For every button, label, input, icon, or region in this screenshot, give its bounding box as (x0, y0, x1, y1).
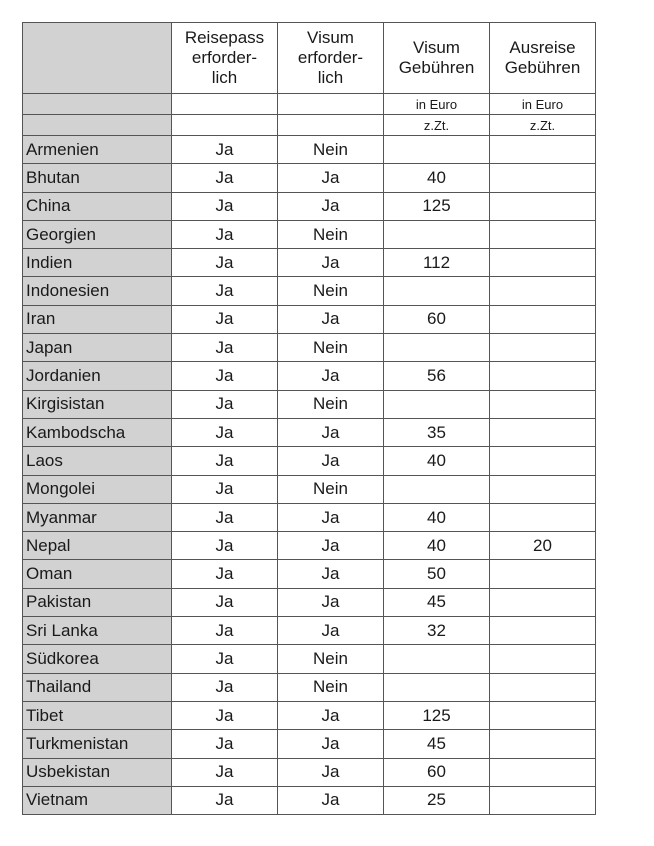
exit-fee-cell (490, 645, 596, 673)
country-cell: Indonesien (23, 277, 172, 305)
passport-required-cell: Ja (172, 532, 278, 560)
table-row (23, 390, 596, 418)
passport-required-cell: Ja (172, 136, 278, 164)
exit-fee-cell (490, 758, 596, 786)
country-cell: Bhutan (23, 164, 172, 192)
header-visa-required-line: lich (317, 68, 344, 87)
visa-requirements-table (22, 22, 596, 815)
exit-fee-cell (490, 390, 596, 418)
visa-fee-cell (384, 277, 490, 305)
visa-required-cell: Nein (278, 475, 384, 503)
country-cell: Turkmenistan (23, 730, 172, 758)
header-passport-line: lich (211, 68, 238, 87)
passport-required-cell: Ja (172, 305, 278, 333)
subheader-empty-cell (172, 115, 278, 136)
passport-required-cell: Ja (172, 362, 278, 390)
subheader-row-currency (23, 94, 596, 115)
visa-fee-cell: 32 (384, 617, 490, 645)
header-visa-required-line: erforder- (297, 48, 364, 67)
visa-fee-cell (384, 220, 490, 248)
table-row (23, 786, 596, 814)
visa-fee-cell (384, 334, 490, 362)
visa-required-cell: Nein (278, 136, 384, 164)
country-cell: Myanmar (23, 503, 172, 531)
exit-fee-cell (490, 164, 596, 192)
country-cell: Usbekistan (23, 758, 172, 786)
table-row (23, 192, 596, 220)
table-row (23, 701, 596, 729)
visa-required-cell: Ja (278, 362, 384, 390)
subheader-exit-fees-note: z.Zt. (490, 115, 596, 136)
visa-required-cell: Ja (278, 532, 384, 560)
visa-fee-cell (384, 475, 490, 503)
visa-fee-cell: 125 (384, 701, 490, 729)
visa-required-cell: Ja (278, 786, 384, 814)
passport-required-cell: Ja (172, 475, 278, 503)
exit-fee-cell (490, 362, 596, 390)
exit-fee-cell (490, 192, 596, 220)
passport-required-cell: Ja (172, 673, 278, 701)
header-corner-cell (23, 23, 172, 94)
visa-fee-cell (384, 645, 490, 673)
table-row (23, 645, 596, 673)
passport-required-cell: Ja (172, 645, 278, 673)
header-passport-line: erforder- (191, 48, 258, 67)
exit-fee-cell (490, 418, 596, 446)
passport-required-cell: Ja (172, 560, 278, 588)
subheader-corner-cell (23, 115, 172, 136)
country-cell: Iran (23, 305, 172, 333)
exit-fee-cell (490, 447, 596, 475)
country-cell: Thailand (23, 673, 172, 701)
country-cell: Kirgisistan (23, 390, 172, 418)
header-exit-fees-line: Gebühren (504, 58, 581, 77)
subheader-row-current (23, 115, 596, 136)
table-row (23, 475, 596, 503)
exit-fee-cell (490, 617, 596, 645)
header-visa-fees-line: Gebühren (398, 58, 475, 77)
country-cell: Armenien (23, 136, 172, 164)
table-row (23, 617, 596, 645)
header-visa-required (278, 23, 384, 94)
visa-required-cell: Ja (278, 701, 384, 729)
table-row (23, 136, 596, 164)
header-passport (172, 23, 278, 94)
visa-fee-cell (384, 390, 490, 418)
visa-required-cell: Ja (278, 617, 384, 645)
visa-fee-cell: 40 (384, 532, 490, 560)
country-cell: Laos (23, 447, 172, 475)
visa-required-cell: Nein (278, 277, 384, 305)
passport-required-cell: Ja (172, 617, 278, 645)
exit-fee-cell (490, 220, 596, 248)
passport-required-cell: Ja (172, 701, 278, 729)
country-cell: Kambodscha (23, 418, 172, 446)
exit-fee-cell (490, 503, 596, 531)
country-cell: Pakistan (23, 588, 172, 616)
visa-required-cell: Nein (278, 390, 384, 418)
visa-required-cell: Ja (278, 588, 384, 616)
passport-required-cell: Ja (172, 730, 278, 758)
table-row (23, 588, 596, 616)
visa-required-cell: Ja (278, 249, 384, 277)
visa-fee-cell: 56 (384, 362, 490, 390)
passport-required-cell: Ja (172, 503, 278, 531)
passport-required-cell: Ja (172, 277, 278, 305)
passport-required-cell: Ja (172, 390, 278, 418)
visa-required-cell: Ja (278, 447, 384, 475)
visa-fee-cell: 40 (384, 164, 490, 192)
visa-fee-cell: 40 (384, 447, 490, 475)
visa-required-cell: Nein (278, 673, 384, 701)
passport-required-cell: Ja (172, 447, 278, 475)
passport-required-cell: Ja (172, 588, 278, 616)
passport-required-cell: Ja (172, 192, 278, 220)
table-row (23, 560, 596, 588)
table-row (23, 277, 596, 305)
table-row (23, 305, 596, 333)
subheader-visa-fees-note: z.Zt. (384, 115, 490, 136)
exit-fee-cell (490, 701, 596, 729)
country-cell: Oman (23, 560, 172, 588)
passport-required-cell: Ja (172, 220, 278, 248)
exit-fee-cell (490, 786, 596, 814)
header-exit-fees-line: Ausreise (509, 38, 576, 57)
passport-required-cell: Ja (172, 334, 278, 362)
visa-fee-cell: 60 (384, 305, 490, 333)
table-row (23, 164, 596, 192)
header-visa-fees-line: Visum (413, 38, 460, 57)
table-row (23, 249, 596, 277)
exit-fee-cell (490, 277, 596, 305)
subheader-corner-cell (23, 94, 172, 115)
passport-required-cell: Ja (172, 249, 278, 277)
header-row (23, 23, 596, 94)
header-exit-fees (490, 23, 596, 94)
country-cell: Vietnam (23, 786, 172, 814)
visa-required-cell: Nein (278, 334, 384, 362)
visa-fee-cell: 45 (384, 730, 490, 758)
visa-fee-cell: 45 (384, 588, 490, 616)
table-row (23, 362, 596, 390)
table-row (23, 758, 596, 786)
country-cell: Mongolei (23, 475, 172, 503)
passport-required-cell: Ja (172, 786, 278, 814)
exit-fee-cell (490, 673, 596, 701)
visa-fee-cell (384, 136, 490, 164)
visa-fee-cell: 112 (384, 249, 490, 277)
table-row (23, 334, 596, 362)
country-cell: Indien (23, 249, 172, 277)
country-cell: Georgien (23, 220, 172, 248)
table-row (23, 418, 596, 446)
visa-required-cell: Nein (278, 220, 384, 248)
country-cell: Nepal (23, 532, 172, 560)
table-row (23, 532, 596, 560)
visa-required-cell: Ja (278, 192, 384, 220)
visa-required-cell: Ja (278, 758, 384, 786)
exit-fee-cell (490, 136, 596, 164)
header-visa-required-line: Visum (307, 28, 354, 47)
country-cell: China (23, 192, 172, 220)
exit-fee-cell: 20 (490, 532, 596, 560)
visa-required-cell: Ja (278, 560, 384, 588)
visa-required-cell: Ja (278, 164, 384, 192)
visa-fee-cell: 60 (384, 758, 490, 786)
visa-fee-cell: 35 (384, 418, 490, 446)
passport-required-cell: Ja (172, 418, 278, 446)
subheader-empty-cell (172, 94, 278, 115)
header-visa-fees (384, 23, 490, 94)
table-row (23, 673, 596, 701)
exit-fee-cell (490, 334, 596, 362)
visa-fee-cell: 50 (384, 560, 490, 588)
country-cell: Jordanien (23, 362, 172, 390)
visa-fee-cell: 125 (384, 192, 490, 220)
visa-required-cell: Ja (278, 305, 384, 333)
exit-fee-cell (490, 588, 596, 616)
visa-required-cell: Ja (278, 730, 384, 758)
country-cell: Sri Lanka (23, 617, 172, 645)
exit-fee-cell (490, 249, 596, 277)
exit-fee-cell (490, 730, 596, 758)
visa-required-cell: Ja (278, 503, 384, 531)
country-cell: Tibet (23, 701, 172, 729)
passport-required-cell: Ja (172, 164, 278, 192)
subheader-empty-cell (278, 115, 384, 136)
subheader-visa-fees-unit: in Euro (384, 94, 490, 115)
exit-fee-cell (490, 560, 596, 588)
visa-fee-cell: 25 (384, 786, 490, 814)
table-row (23, 503, 596, 531)
country-cell: Japan (23, 334, 172, 362)
visa-required-cell: Nein (278, 645, 384, 673)
table-body (23, 23, 596, 815)
exit-fee-cell (490, 305, 596, 333)
visa-fee-cell (384, 673, 490, 701)
exit-fee-cell (490, 475, 596, 503)
subheader-exit-fees-unit: in Euro (490, 94, 596, 115)
table-row (23, 730, 596, 758)
country-cell: Südkorea (23, 645, 172, 673)
table-row (23, 447, 596, 475)
passport-required-cell: Ja (172, 758, 278, 786)
visa-fee-cell: 40 (384, 503, 490, 531)
table-row (23, 220, 596, 248)
visa-required-cell: Ja (278, 418, 384, 446)
subheader-empty-cell (278, 94, 384, 115)
header-passport-line: Reisepass (184, 28, 265, 47)
